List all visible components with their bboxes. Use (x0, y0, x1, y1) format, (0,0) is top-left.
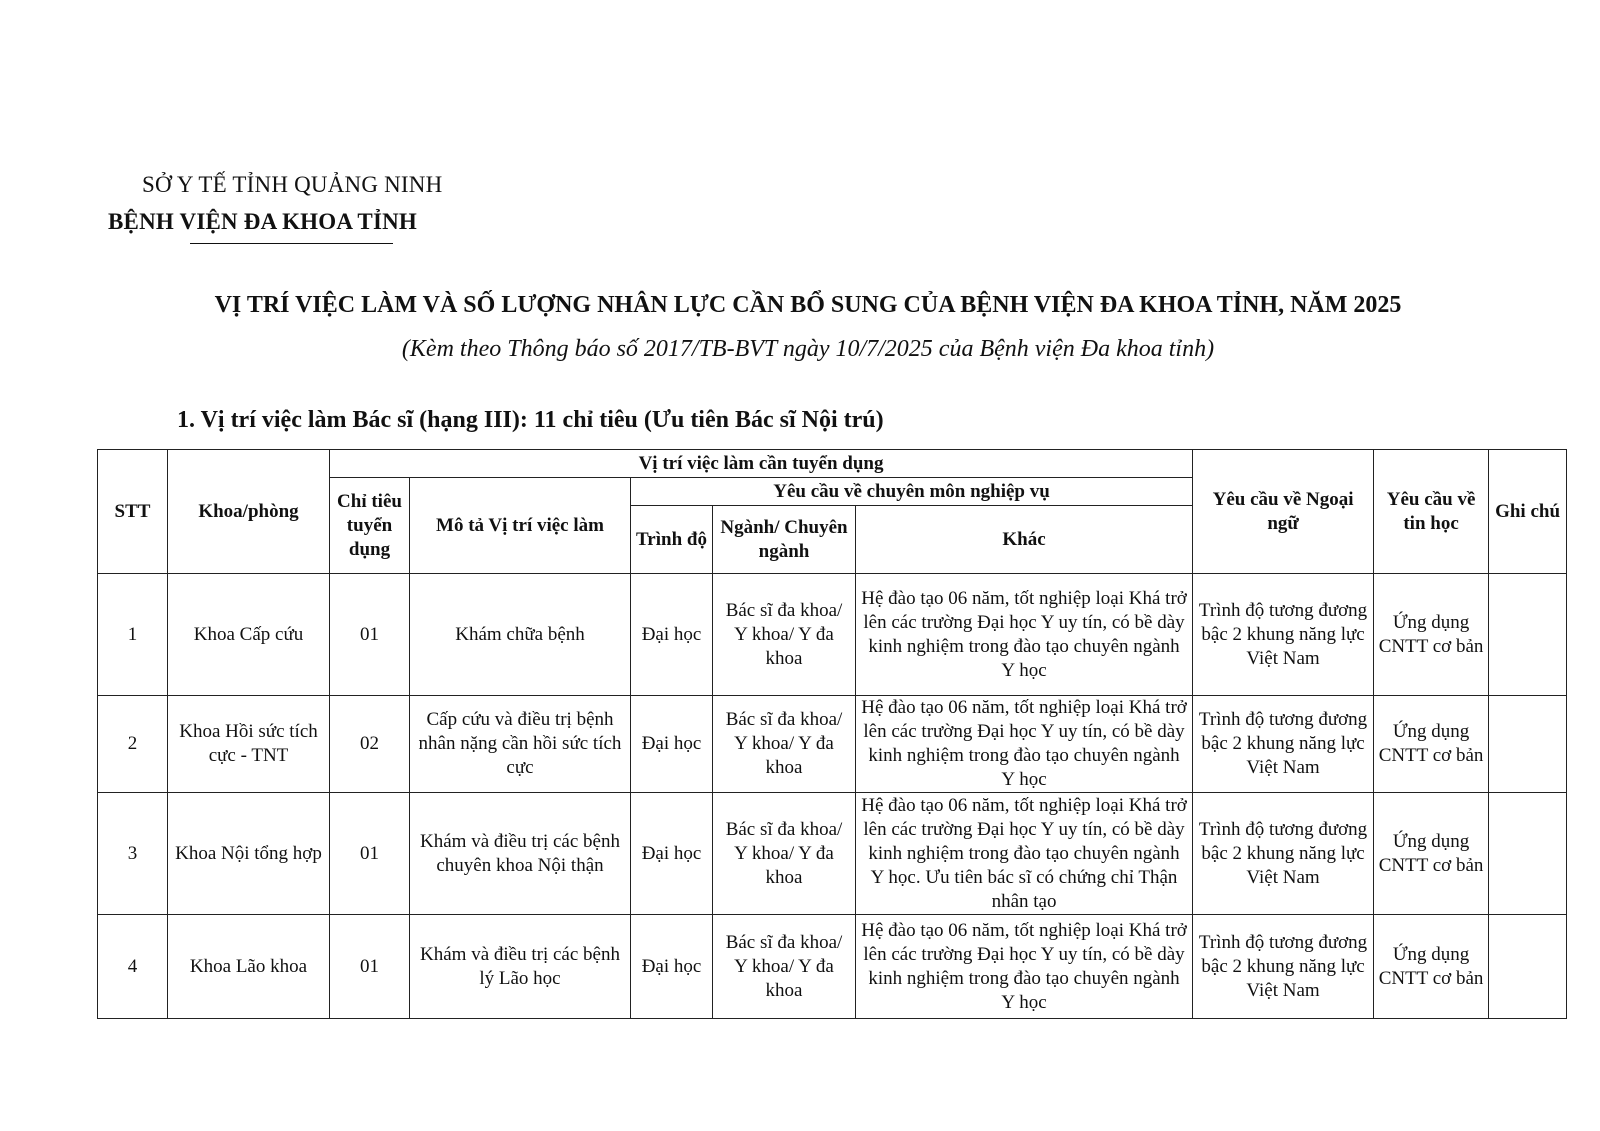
header-description: Mô tả Vị trí việc làm (410, 478, 631, 574)
org-name: BỆNH VIỆN ĐA KHOA TỈNH (108, 209, 418, 234)
header-major: Ngành/ Chuyên ngành (713, 506, 856, 574)
cell-quota: 02 (330, 696, 410, 793)
cell-stt: 1 (98, 574, 168, 696)
cell-language: Trình độ tương đương bậc 2 khung năng lực Việt Nam (1193, 793, 1374, 915)
cell-note (1489, 696, 1567, 793)
header-language: Yêu cầu về Ngoại ngữ (1193, 450, 1374, 574)
cell-major: Bác sĩ đa khoa/ Y khoa/ Y đa khoa (713, 574, 856, 696)
cell-major: Bác sĩ đa khoa/ Y khoa/ Y đa khoa (713, 915, 856, 1019)
cell-stt: 3 (98, 793, 168, 915)
header-stt: STT (98, 450, 168, 574)
cell-other: Hệ đào tạo 06 năm, tốt nghiệp loại Khá trở lên các trường Đại học Y uy tín, có bề dày kinh nghiệm trong đào tạo chuyên ngành Y học (856, 696, 1193, 793)
cell-level: Đại học (631, 915, 713, 1019)
cell-description: Khám chữa bệnh (410, 574, 631, 696)
cell-description: Khám và điều trị các bệnh lý Lão học (410, 915, 631, 1019)
cell-department: Khoa Nội tổng hợp (168, 793, 330, 915)
table-row (98, 915, 1567, 1019)
cell-department: Khoa Cấp cứu (168, 574, 330, 696)
positions-table (97, 449, 1567, 1019)
header-it: Yêu cầu về tin học (1374, 450, 1489, 574)
cell-stt: 4 (98, 915, 168, 1019)
cell-it: Ứng dụng CNTT cơ bản (1374, 793, 1489, 915)
cell-description: Khám và điều trị các bệnh chuyên khoa Nội thận (410, 793, 631, 915)
cell-other: Hệ đào tạo 06 năm, tốt nghiệp loại Khá trở lên các trường Đại học Y uy tín, có bề dày kinh nghiệm trong đào tạo chuyên ngành Y học (856, 915, 1193, 1019)
cell-stt: 2 (98, 696, 168, 793)
header-department: Khoa/phòng (168, 450, 330, 574)
cell-level: Đại học (631, 696, 713, 793)
header-note: Ghi chú (1489, 450, 1567, 574)
cell-other: Hệ đào tạo 06 năm, tốt nghiệp loại Khá trở lên các trường Đại học Y uy tín, có bề dày kinh nghiệm trong đào tạo chuyên ngành Y học (856, 574, 1193, 696)
header-other: Khác (856, 506, 1193, 574)
cell-it: Ứng dụng CNTT cơ bản (1374, 574, 1489, 696)
header-professional: Yêu cầu về chuyên môn nghiệp vụ (631, 478, 1193, 506)
header-quota: Chỉ tiêu tuyển dụng (330, 478, 410, 574)
cell-department: Khoa Hồi sức tích cực - TNT (168, 696, 330, 793)
cell-other: Hệ đào tạo 06 năm, tốt nghiệp loại Khá trở lên các trường Đại học Y uy tín, có bề dày kinh nghiệm trong đào tạo chuyên ngành Y học. Ưu tiên bác sĩ có chứng chỉ Thận nhân tạo (856, 793, 1193, 915)
cell-note (1489, 793, 1567, 915)
cell-level: Đại học (631, 793, 713, 915)
cell-language: Trình độ tương đương bậc 2 khung năng lực Việt Nam (1193, 574, 1374, 696)
cell-language: Trình độ tương đương bậc 2 khung năng lực Việt Nam (1193, 696, 1374, 793)
document-title: VỊ TRÍ VIỆC LÀM VÀ SỐ LƯỢNG NHÂN LỰC CẦN BỔ SUNG CỦA BỆNH VIỆN ĐA KHOA TỈNH, NĂM 2025 (214, 292, 1402, 318)
cell-quota: 01 (330, 793, 410, 915)
table-row (98, 793, 1567, 915)
cell-level: Đại học (631, 574, 713, 696)
section-title: 1. Vị trí việc làm Bác sĩ (hạng III): 11 chỉ tiêu (Ưu tiên Bác sĩ Nội trú) (177, 407, 884, 433)
org-parent-name: SỞ Y TẾ TỈNH QUẢNG NINH (142, 172, 443, 197)
document-subtitle: (Kèm theo Thông báo số 2017/TB-BVT ngày 10/7/2025 của Bệnh viện Đa khoa tỉnh) (401, 336, 1215, 362)
cell-it: Ứng dụng CNTT cơ bản (1374, 915, 1489, 1019)
cell-language: Trình độ tương đương bậc 2 khung năng lực Việt Nam (1193, 915, 1374, 1019)
cell-it: Ứng dụng CNTT cơ bản (1374, 696, 1489, 793)
header-group: Vị trí việc làm cần tuyển dụng (330, 450, 1193, 478)
header-level: Trình độ (631, 506, 713, 574)
org-underline (190, 243, 393, 244)
cell-quota: 01 (330, 915, 410, 1019)
cell-quota: 01 (330, 574, 410, 696)
table-row (98, 696, 1567, 793)
cell-major: Bác sĩ đa khoa/ Y khoa/ Y đa khoa (713, 793, 856, 915)
cell-note (1489, 574, 1567, 696)
table-row (98, 574, 1567, 696)
cell-department: Khoa Lão khoa (168, 915, 330, 1019)
cell-major: Bác sĩ đa khoa/ Y khoa/ Y đa khoa (713, 696, 856, 793)
header-row-1 (98, 450, 1567, 478)
cell-note (1489, 915, 1567, 1019)
cell-description: Cấp cứu và điều trị bệnh nhân nặng cần hồi sức tích cực (410, 696, 631, 793)
